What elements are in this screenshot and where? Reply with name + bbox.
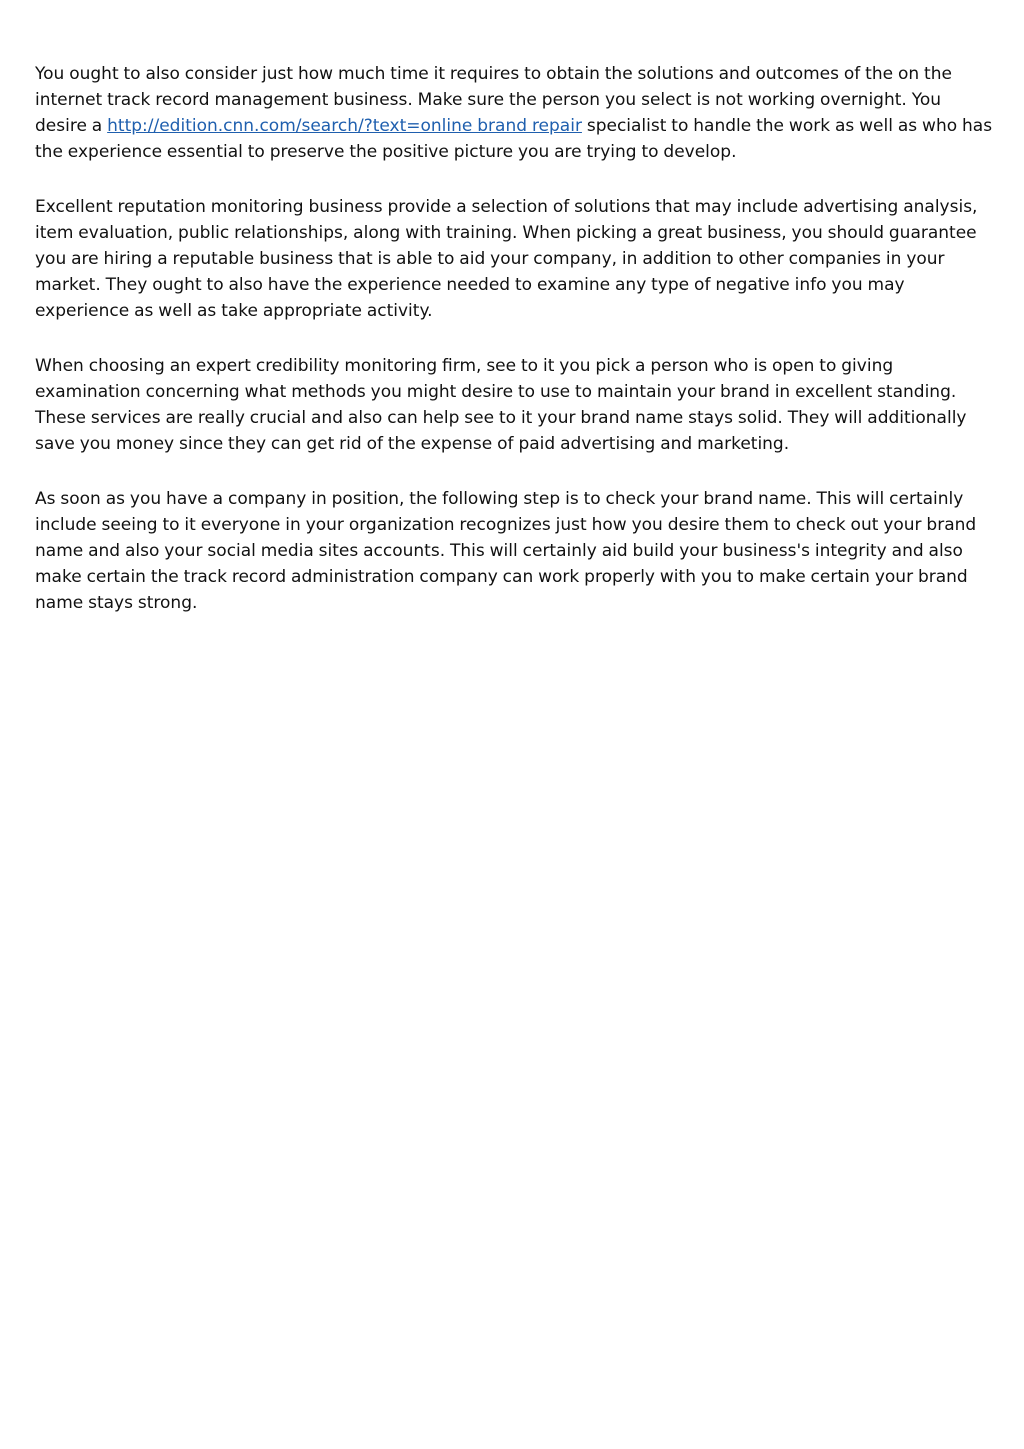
paragraph-1 <box>35 61 995 165</box>
paragraph-4: As soon as you have a company in position, the following step is to check your brand name. This will certainly include seeing to it everyone in your organization recognizes just how you desire them to check out your brand name and also your social media sites accounts. This will certainly aid build your business's integrity and also make certain the track record administration company can work properly with you to make certain your brand name stays strong. <box>35 489 977 613</box>
cnn-search-link[interactable]: http://edition.cnn.com/search/?text=online brand repair <box>107 116 582 136</box>
paragraph-1-text-before: You ought to also consider just how much time it requires to obtain the solutions and outcomes of the on the internet track record management business. Make sure the person you select is not working overnight. You desire a <box>35 64 952 136</box>
paragraph-2: Excellent reputation monitoring business provide a selection of solutions that may include advertising analysis, item evaluation, public relationships, along with training. When picking a great business, you should guarantee you are hiring a reputable business that is able to aid your company, in addition to other companies in your market. They ought to also have the experience needed to examine any type of negative info you may experience as well as take appropriate activity. <box>35 197 978 321</box>
paragraph-1-text-after: specialist to handle the work as well as who has the experience essential to preserve the positive picture you are trying to develop. <box>35 116 993 162</box>
document-body <box>35 61 995 645</box>
paragraph-3: When choosing an expert credibility monitoring firm, see to it you pick a person who is open to giving examination concerning what methods you might desire to use to maintain your brand in excellent standing. These services are really crucial and also can help see to it your brand name stays solid. They will additionally save you money since they can get rid of the expense of paid advertising and marketing. <box>35 356 967 454</box>
